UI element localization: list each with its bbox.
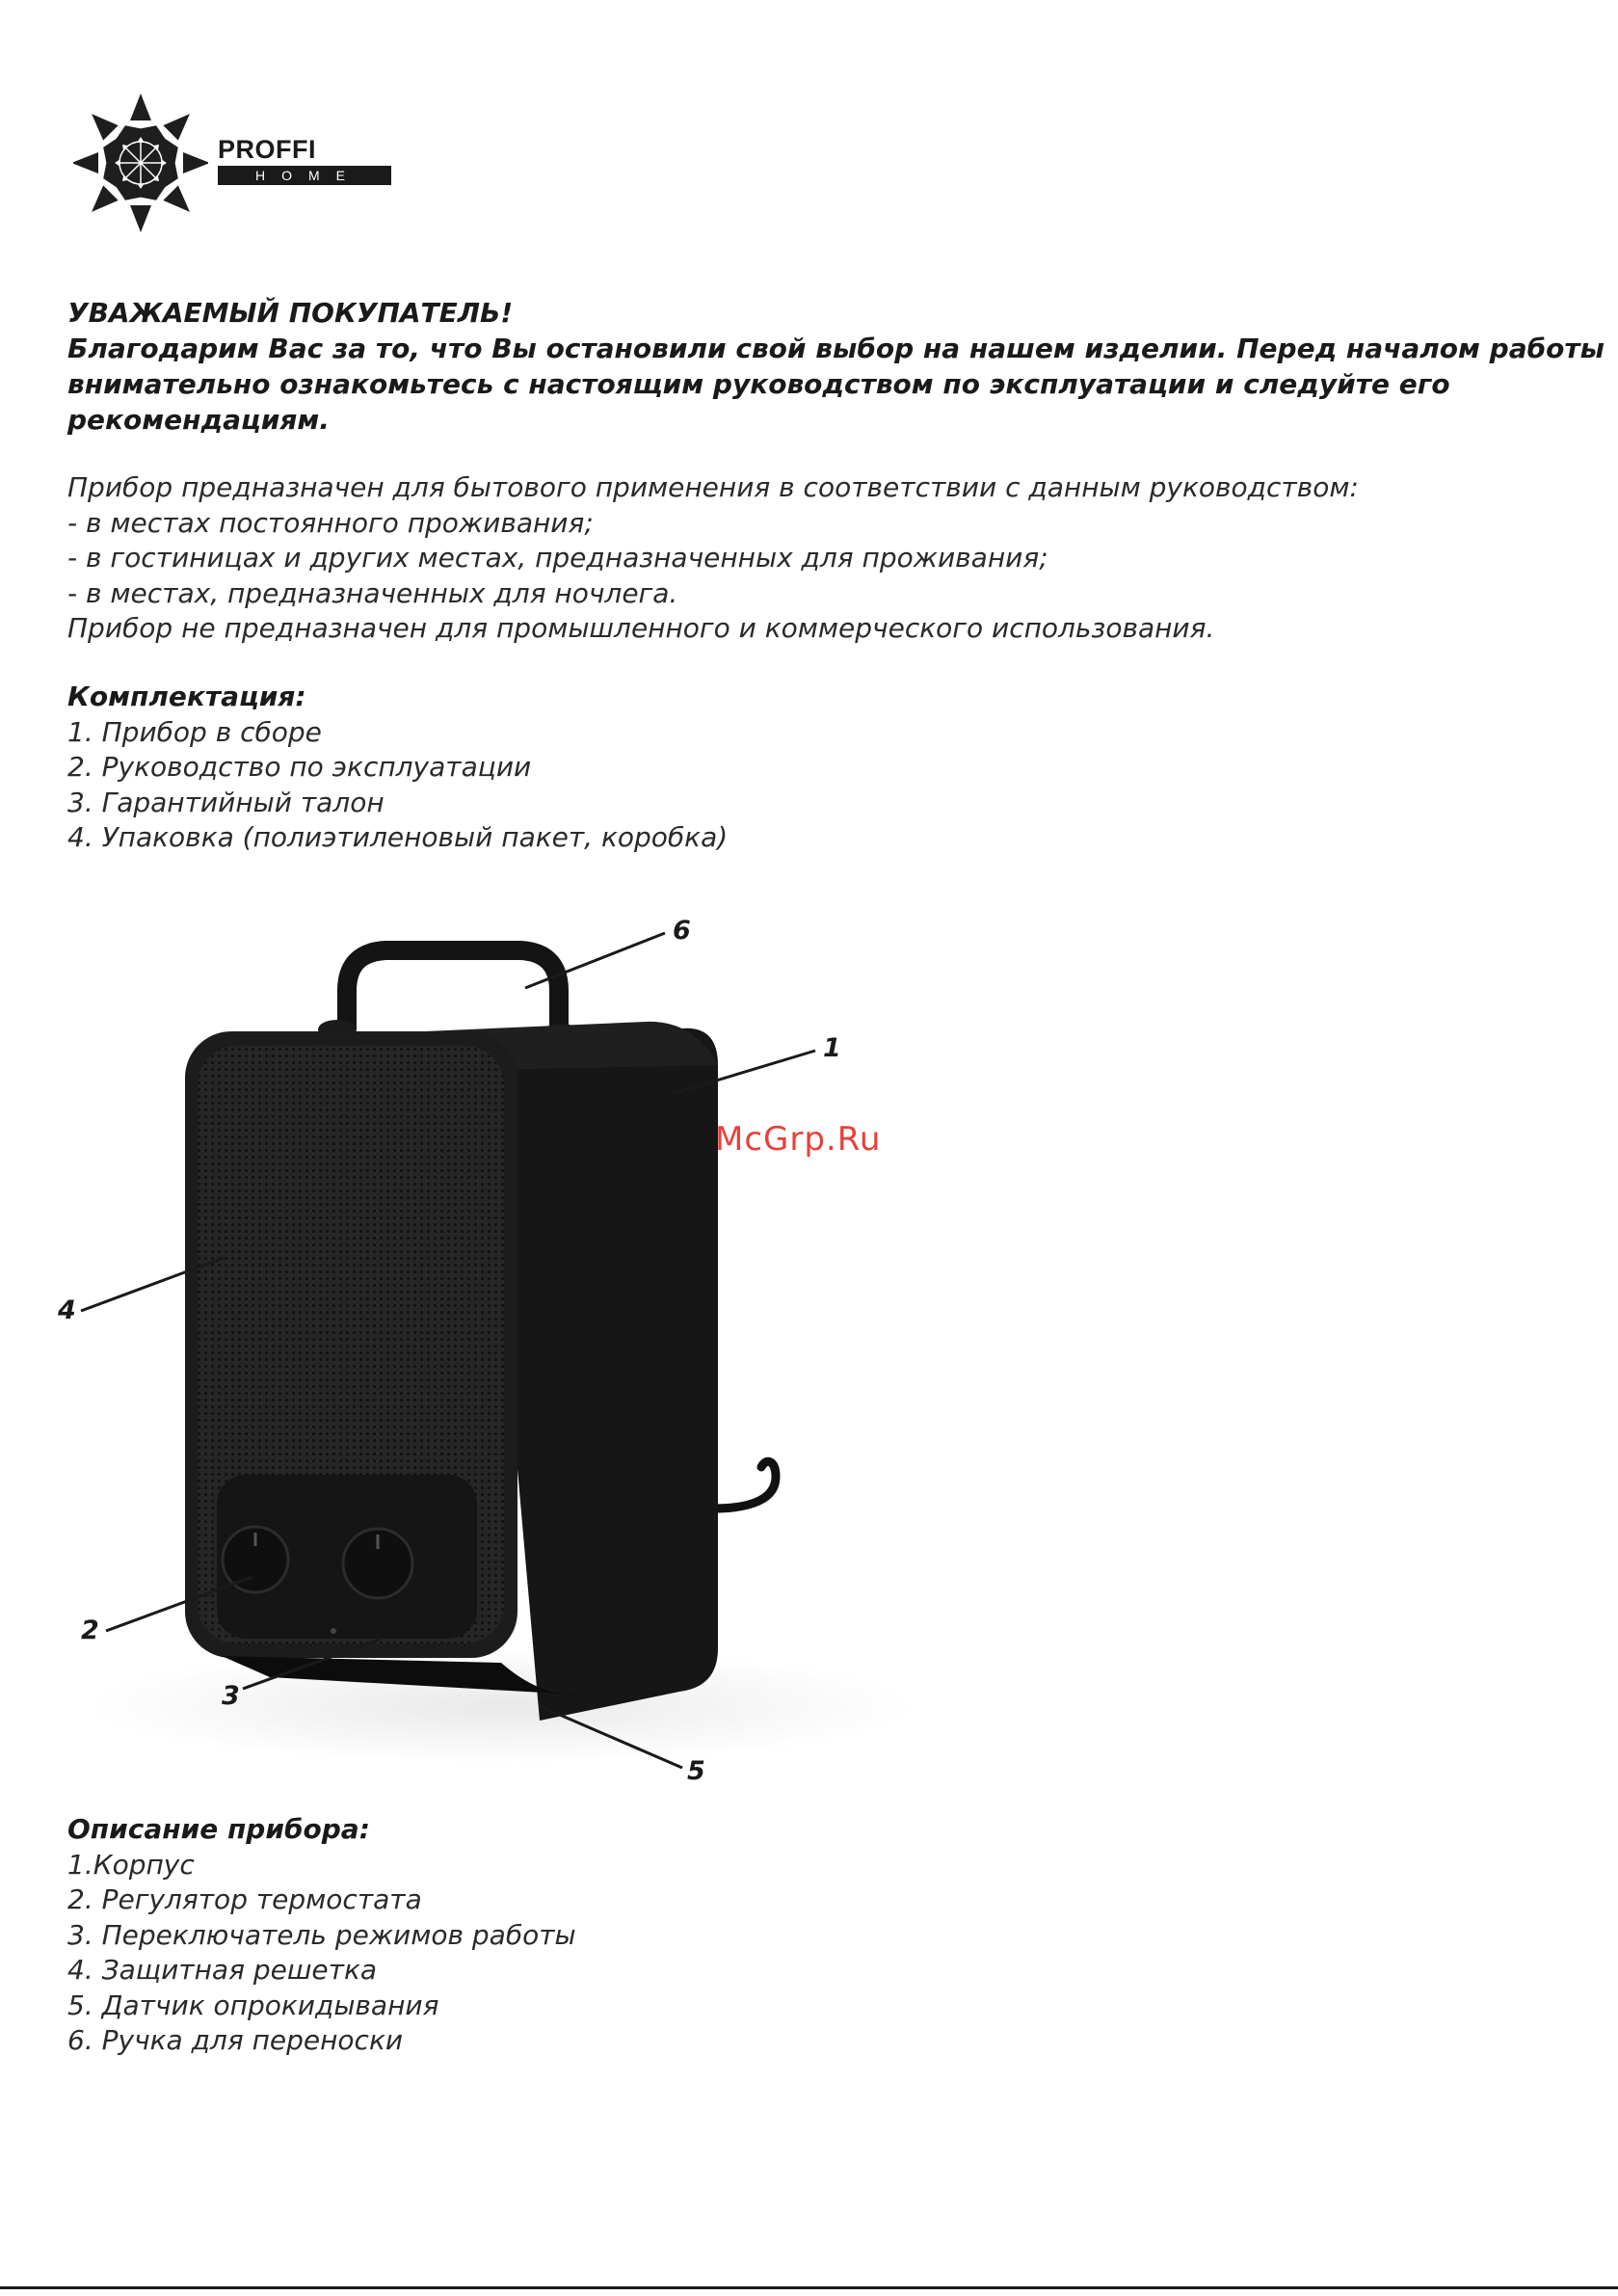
carry-handle <box>347 950 559 1031</box>
flower-logo-icon <box>73 93 208 233</box>
kit-item: 4. Упаковка (полиэтиленовый пакет, коробка) <box>67 821 729 853</box>
description-item: 3. Переключатель режимов работы <box>67 1918 576 1951</box>
callout-6: 6 <box>673 916 691 946</box>
watermark: McGrp.Ru <box>715 1120 882 1159</box>
callout-3: 3 <box>222 1681 240 1711</box>
usage-line: - в местах, предназначенных для ночлега. <box>67 576 678 609</box>
callout-1: 1 <box>823 1033 841 1063</box>
bottom-rule <box>0 2286 1618 2289</box>
description-item: 6. Ручка для переноски <box>67 2024 404 2056</box>
description-heading: Описание прибора: <box>67 1813 370 1845</box>
indicator-dot <box>331 1628 336 1634</box>
description-item: 4. Защитная решетка <box>67 1954 378 1986</box>
kit-block <box>67 680 1571 856</box>
power-cord <box>713 1461 776 1508</box>
intro-block <box>67 295 1605 438</box>
intro-line: рекомендациям. <box>67 404 330 436</box>
description-item: 5. Датчик опрокидывания <box>67 1989 439 2021</box>
callout-5: 5 <box>687 1756 705 1786</box>
usage-line: - в гостиницах и других местах, предназначенных для проживания; <box>67 542 1048 574</box>
usage-block <box>67 470 1571 647</box>
brand-sub: HOME <box>218 166 391 185</box>
callout-4: 4 <box>58 1295 76 1325</box>
brand-wordmark <box>218 135 391 185</box>
intro-line: УВАЖАЕМЫЙ ПОКУПАТЕЛЬ! <box>67 297 514 329</box>
description-item: 1.Корпус <box>67 1848 195 1881</box>
usage-line: Прибор предназначен для бытового применения в соответствии с данным руководством: <box>67 471 1359 503</box>
brand-name: PROFFI <box>218 135 316 164</box>
kit-heading: Комплектация: <box>67 681 306 712</box>
usage-line: - в местах постоянного проживания; <box>67 506 594 539</box>
description-item: 2. Регулятор термостата <box>67 1883 422 1915</box>
intro-line: Благодарим Вас за то, что Вы остановили свой выбор на нашем изделии. Перед началом работы <box>67 333 1605 364</box>
kit-item: 1. Прибор в сборе <box>67 715 322 748</box>
brand-logo <box>73 93 401 233</box>
heater-illustration <box>0 896 1618 1802</box>
intro-line: внимательно ознакомьтесь с настоящим руководством по эксплуатации и следуйте его <box>67 368 1450 400</box>
kit-item: 3. Гарантийный талон <box>67 786 385 818</box>
kit-item: 2. Руководство по эксплуатации <box>67 751 532 783</box>
description-block <box>67 1812 1571 2059</box>
callout-2: 2 <box>81 1615 99 1645</box>
usage-line: Прибор не предназначен для промышленного и коммерческого использования. <box>67 612 1215 644</box>
